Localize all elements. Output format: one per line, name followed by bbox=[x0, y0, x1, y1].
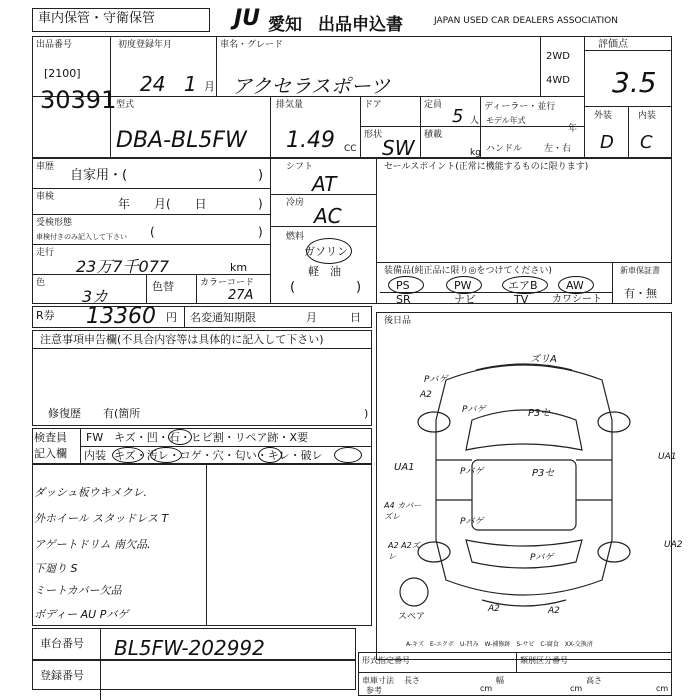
mark-5: P3セ bbox=[528, 408, 551, 419]
org-name: 愛知 bbox=[268, 15, 302, 35]
note-line-2: 外ホイール スタッドレス T bbox=[34, 512, 169, 525]
name-change-date: 月 日 bbox=[306, 311, 361, 324]
cm-1: cm bbox=[480, 684, 493, 693]
nen-label: 年 bbox=[568, 124, 578, 134]
first-reg-label: 初度登録年月 bbox=[118, 40, 173, 50]
entry-label: 記入欄 bbox=[34, 447, 67, 460]
color-change-label: 色替 bbox=[152, 280, 174, 293]
mark-8: P3セ bbox=[532, 468, 555, 479]
note-line-3: アゲートドリム 南欠品. bbox=[34, 538, 151, 551]
4wd-label: 4WD bbox=[546, 75, 570, 86]
rating-label: 評価点 bbox=[598, 39, 628, 50]
color-code-label: カラーコード bbox=[200, 278, 255, 288]
color-value: 3カ bbox=[82, 287, 109, 306]
form-title: 出品申込書 bbox=[318, 15, 403, 35]
name-change-label: 名変通知期限 bbox=[190, 311, 256, 324]
mark-4: Pバゲ bbox=[462, 405, 486, 415]
repair-history: 修復歴 有(箇所 bbox=[48, 407, 141, 420]
mark-12: A2 A2ズレ bbox=[388, 541, 420, 561]
equip-leather-seat: カワシート bbox=[552, 294, 602, 305]
equip-circle-airbag bbox=[502, 276, 548, 294]
reg-month: 1 bbox=[184, 72, 197, 96]
mark-9: UA1 bbox=[658, 452, 677, 462]
int-circle-4 bbox=[334, 447, 362, 463]
ac-label: 冷房 bbox=[286, 198, 305, 208]
handle-label: ハンドル bbox=[486, 144, 523, 154]
int-circle-1 bbox=[112, 447, 144, 463]
kg-label: kg bbox=[470, 148, 481, 158]
note-line-4: 下廻り S bbox=[34, 562, 78, 575]
car-diagram bbox=[376, 330, 672, 630]
lot-code: [2100] bbox=[44, 67, 81, 80]
length-label: 長さ bbox=[404, 676, 420, 685]
equip-circle-pw bbox=[446, 276, 482, 294]
note-line-1: ダッシュ板ウキメクレ. bbox=[34, 486, 148, 499]
accept-open: ( bbox=[150, 225, 155, 239]
chassis-label: 車台番号 bbox=[40, 637, 84, 650]
interior-value: C bbox=[640, 132, 653, 153]
model-value: DBA-BL5FW bbox=[116, 128, 247, 153]
reg-month-unit: 月 bbox=[204, 80, 215, 93]
exterior-label: 外装 bbox=[594, 111, 613, 121]
accept-form-label: 受検形態 bbox=[36, 218, 73, 228]
mark-1: ズリA bbox=[530, 354, 557, 365]
sales-point-label: セールスポイント(正常に機能するものに限ります) bbox=[384, 162, 589, 172]
note-line-6: ボディー AU Pバゲ bbox=[34, 608, 129, 621]
mark-10: A4 カバーズレ bbox=[384, 501, 422, 521]
accept-form-note: 車検付きのみ記入して下さい bbox=[36, 233, 127, 241]
legend: A-キズ E-エクボ U-凹み W-補修跡 S-サビ C-腐食 XX-交換済 bbox=[406, 641, 593, 648]
fw-circle-stone bbox=[168, 429, 192, 445]
ref-label: 参考 bbox=[366, 686, 382, 695]
car-name-label: 車名・グレード bbox=[220, 40, 284, 50]
mark-14: UA2 bbox=[664, 540, 683, 550]
mileage-value: 23万7千077 bbox=[76, 257, 170, 276]
history-label: 車歴 bbox=[36, 162, 55, 172]
equip-circle-ps bbox=[388, 276, 424, 294]
after-equip-label: 後日品 bbox=[384, 316, 412, 326]
vehicle-size-label: 車庫寸法 bbox=[362, 676, 394, 685]
mark-16: A2 bbox=[548, 606, 560, 616]
warranty-label: 新車保証書 bbox=[620, 266, 660, 275]
inspection-close: ) bbox=[258, 197, 263, 211]
fuel-gasoline: ガソリン bbox=[304, 245, 348, 258]
equip-tv: TV bbox=[514, 293, 529, 306]
warranty-options: 有・無 bbox=[624, 287, 657, 300]
fw-label: FW bbox=[86, 431, 104, 444]
history-close: ) bbox=[258, 168, 264, 183]
fuel-paren-open: ( bbox=[290, 280, 296, 295]
km-label: km bbox=[230, 261, 248, 274]
fuel-label: 燃料 bbox=[286, 232, 305, 242]
mark-2: Pバゲ bbox=[424, 375, 448, 385]
inspection-date: 年 月( 日 bbox=[118, 197, 207, 211]
interior-items: キズ・汚レ・コゲ・穴・匂い・キレ・破レ bbox=[114, 449, 323, 462]
int-circle-3 bbox=[258, 447, 282, 463]
exterior-value: D bbox=[600, 132, 614, 153]
fuel-circle bbox=[306, 238, 352, 264]
color-code-value: 27A bbox=[228, 288, 254, 303]
equip-pw: PW bbox=[454, 279, 472, 292]
color-label: 色 bbox=[36, 278, 46, 288]
spare-label: スペア bbox=[398, 612, 426, 622]
equip-aw: AW bbox=[566, 279, 584, 292]
cm-2: cm bbox=[570, 684, 583, 693]
lr-label: 左・右 bbox=[544, 144, 572, 154]
inspection-label: 車検 bbox=[36, 192, 55, 202]
mark-6: UA1 bbox=[394, 462, 415, 473]
model-year-label: モデル年式 bbox=[486, 116, 526, 125]
capacity-value: 5 bbox=[452, 106, 464, 127]
fw-items: キズ・凹・石・ヒビ割・リペア跡・X要 bbox=[114, 431, 309, 444]
reg-year: 24 bbox=[140, 72, 166, 96]
shape-value: SW bbox=[382, 136, 415, 160]
storage-label: 車内保管・守衛保管 bbox=[38, 11, 156, 26]
model-label: 型式 bbox=[116, 100, 135, 110]
form-approval-label: 形式指定番号 bbox=[362, 656, 410, 665]
equip-sr: SR bbox=[396, 293, 411, 306]
ju-logo: JU bbox=[234, 6, 261, 31]
mark-7: Pバゲ bbox=[460, 467, 484, 477]
2wd-label: 2WD bbox=[546, 51, 570, 62]
mark-3: A2 bbox=[420, 390, 432, 400]
lot-no-label: 出品番号 bbox=[36, 40, 73, 50]
chassis-value: BL5FW-202992 bbox=[114, 636, 265, 660]
yen-label: 円 bbox=[166, 311, 177, 324]
capacity-label: 定員 bbox=[424, 100, 443, 110]
car-name: アクセラスポーツ bbox=[232, 74, 390, 98]
fuel-paren-close: ) bbox=[356, 280, 362, 295]
displacement-value: 1.49 bbox=[286, 128, 335, 153]
dealer-label: ディーラー・並行 bbox=[484, 102, 556, 112]
inspector-label: 検査員 bbox=[34, 431, 67, 444]
cc-label: CC bbox=[344, 144, 357, 154]
shift-value: AT bbox=[312, 172, 337, 196]
rating-value: 3.5 bbox=[612, 66, 657, 99]
r-ticket-value: 13360 bbox=[86, 304, 156, 329]
equip-airbag: エアB bbox=[508, 279, 538, 292]
lot-no: 30391 bbox=[40, 86, 117, 114]
width-label: 幅 bbox=[496, 676, 504, 685]
shift-label: シフト bbox=[286, 162, 314, 172]
r-ticket-label: R券 bbox=[36, 309, 55, 322]
equip-ps: PS bbox=[396, 279, 410, 292]
cm-3: cm bbox=[656, 684, 669, 693]
equip-navi: ナビ bbox=[454, 293, 476, 306]
category-label: 類別区分番号 bbox=[520, 656, 568, 665]
repair-history-close: ) bbox=[364, 407, 369, 420]
interior-label: 内装 bbox=[638, 111, 657, 121]
int-circle-2 bbox=[150, 447, 182, 463]
interior-row-label: 内装 bbox=[84, 449, 106, 462]
reg-no-label: 登録番号 bbox=[40, 669, 84, 682]
ac-value: AC bbox=[314, 204, 342, 228]
note-line-5: ミートカバー欠品 bbox=[34, 584, 122, 597]
mark-15: A2 bbox=[488, 604, 500, 614]
mileage-label: 走行 bbox=[36, 248, 55, 258]
equipment-label: 装備品(純正品に限り◎をつけてください) bbox=[384, 266, 552, 276]
history-value: 自家用・( bbox=[70, 168, 128, 183]
persons-label: 人 bbox=[470, 116, 480, 126]
mark-13: Pバゲ bbox=[530, 553, 554, 563]
height-label: 高さ bbox=[586, 676, 602, 685]
load-label: 積載 bbox=[424, 130, 443, 140]
accept-close: ) bbox=[258, 225, 263, 239]
notes-title: 注意事項申告欄(不具合内容等は具体的に記入して下さい) bbox=[40, 333, 324, 346]
shape-label: 形状 bbox=[364, 130, 383, 140]
displacement-label: 排気量 bbox=[276, 100, 304, 110]
mark-11: Pバゲ bbox=[460, 517, 484, 527]
door-label: ドア bbox=[364, 100, 382, 110]
equip-circle-aw bbox=[558, 276, 594, 294]
fuel-diesel: 軽 油 bbox=[308, 265, 341, 278]
assoc-name: JAPAN USED CAR DEALERS ASSOCIATION bbox=[434, 16, 618, 26]
